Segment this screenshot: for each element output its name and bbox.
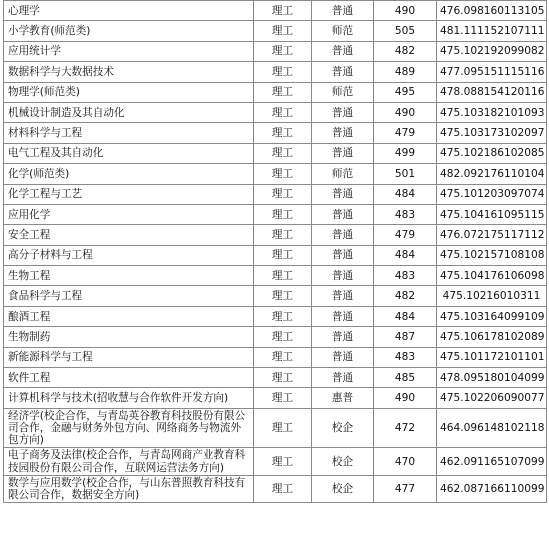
cell-plan: 470 (374, 448, 437, 475)
cell-major: 食品科学与工程 (4, 286, 254, 306)
cell-category: 理工 (254, 448, 312, 475)
cell-category: 理工 (254, 327, 312, 347)
cell-type: 校企 (312, 475, 374, 502)
cell-plan: 495 (374, 82, 437, 102)
table-row (4, 62, 547, 82)
cell-type: 普通 (312, 225, 374, 245)
cell-major: 软件工程 (4, 368, 254, 388)
cell-plan: 490 (374, 388, 437, 408)
cell-major: 电子商务及法律(校企合作，与青岛网商产业教育科技园股份有限公司合作，互联网运营法务方向) (4, 448, 254, 475)
cell-category: 理工 (254, 1, 312, 21)
table-row (4, 102, 547, 122)
cell-type: 普通 (312, 184, 374, 204)
table-row (4, 448, 547, 475)
cell-category: 理工 (254, 245, 312, 265)
cell-major: 材料科学与工程 (4, 123, 254, 143)
table-row (4, 204, 547, 224)
cell-plan: 482 (374, 41, 437, 61)
cell-category: 理工 (254, 306, 312, 326)
cell-score: 462.087166110099 (437, 475, 547, 502)
cell-major: 应用统计学 (4, 41, 254, 61)
cell-type: 普通 (312, 123, 374, 143)
cell-score: 462.091165107099 (437, 448, 547, 475)
cell-plan: 484 (374, 306, 437, 326)
cell-score: 475.102206090077 (437, 388, 547, 408)
cell-category: 理工 (254, 225, 312, 245)
cell-type: 惠普 (312, 388, 374, 408)
table-row (4, 164, 547, 184)
cell-type: 普通 (312, 204, 374, 224)
cell-category: 理工 (254, 475, 312, 502)
table-row (4, 266, 547, 286)
cell-category: 理工 (254, 82, 312, 102)
cell-category: 理工 (254, 62, 312, 82)
cell-type: 普通 (312, 245, 374, 265)
table-row (4, 143, 547, 163)
cell-score: 475.101172101101 (437, 347, 547, 367)
cell-type: 普通 (312, 102, 374, 122)
cell-score: 475.102192099082 (437, 41, 547, 61)
table-row (4, 225, 547, 245)
table-row (4, 327, 547, 347)
cell-score: 478.088154120116 (437, 82, 547, 102)
cell-score: 477.095151115116 (437, 62, 547, 82)
cell-score: 478.095180104099 (437, 368, 547, 388)
cell-category: 理工 (254, 347, 312, 367)
cell-plan: 485 (374, 368, 437, 388)
cell-category: 理工 (254, 408, 312, 448)
cell-major: 计算机科学与技术(招收慧与合作软件开发方向) (4, 388, 254, 408)
cell-score: 475.106178102089 (437, 327, 547, 347)
cell-category: 理工 (254, 164, 312, 184)
table-row (4, 475, 547, 502)
cell-major: 小学教育(师范类) (4, 21, 254, 41)
cell-type: 师范 (312, 21, 374, 41)
table-row (4, 245, 547, 265)
cell-plan: 499 (374, 143, 437, 163)
cell-score: 482.092176110104 (437, 164, 547, 184)
cell-category: 理工 (254, 286, 312, 306)
cell-major: 化学(师范类) (4, 164, 254, 184)
table-row (4, 41, 547, 61)
cell-type: 普通 (312, 62, 374, 82)
cell-score: 475.10216010311 (437, 286, 547, 306)
table-row (4, 286, 547, 306)
cell-major: 高分子材料与工程 (4, 245, 254, 265)
table-row (4, 1, 547, 21)
cell-type: 师范 (312, 164, 374, 184)
cell-major: 机械设计制造及其自动化 (4, 102, 254, 122)
cell-plan: 472 (374, 408, 437, 448)
cell-score: 475.104161095115 (437, 204, 547, 224)
cell-plan: 483 (374, 204, 437, 224)
cell-category: 理工 (254, 21, 312, 41)
cell-category: 理工 (254, 102, 312, 122)
cell-type: 普通 (312, 266, 374, 286)
cell-score: 475.102186102085 (437, 143, 547, 163)
cell-category: 理工 (254, 368, 312, 388)
table-row (4, 184, 547, 204)
cell-major: 电气工程及其自动化 (4, 143, 254, 163)
cell-major: 应用化学 (4, 204, 254, 224)
cell-score: 475.104176106098 (437, 266, 547, 286)
cell-plan: 489 (374, 62, 437, 82)
cell-type: 普通 (312, 1, 374, 21)
cell-major: 化学工程与工艺 (4, 184, 254, 204)
cell-category: 理工 (254, 41, 312, 61)
cell-plan: 490 (374, 102, 437, 122)
cell-major: 数据科学与大数据技术 (4, 62, 254, 82)
table-row (4, 306, 547, 326)
cell-plan: 490 (374, 1, 437, 21)
table-body (4, 1, 547, 503)
cell-plan: 479 (374, 123, 437, 143)
cell-major: 心理学 (4, 1, 254, 21)
cell-type: 师范 (312, 82, 374, 102)
cell-major: 数学与应用数学(校企合作，与山东普照教育科技有限公司合作，数据安全方向) (4, 475, 254, 502)
cell-major: 新能源科学与工程 (4, 347, 254, 367)
cell-major: 安全工程 (4, 225, 254, 245)
cell-plan: 477 (374, 475, 437, 502)
cell-type: 普通 (312, 306, 374, 326)
cell-major: 生物工程 (4, 266, 254, 286)
cell-category: 理工 (254, 123, 312, 143)
cell-score: 475.103173102097 (437, 123, 547, 143)
cell-plan: 479 (374, 225, 437, 245)
cell-plan: 482 (374, 286, 437, 306)
cell-plan: 501 (374, 164, 437, 184)
table-row (4, 123, 547, 143)
table-row (4, 21, 547, 41)
cell-score: 475.102157108108 (437, 245, 547, 265)
cell-major: 物理学(师范类) (4, 82, 254, 102)
cell-type: 普通 (312, 347, 374, 367)
cell-category: 理工 (254, 204, 312, 224)
table-row (4, 368, 547, 388)
cell-major: 生物制药 (4, 327, 254, 347)
cell-plan: 484 (374, 245, 437, 265)
table-row (4, 82, 547, 102)
cell-type: 普通 (312, 286, 374, 306)
cell-score: 476.098160113105 (437, 1, 547, 21)
cell-plan: 487 (374, 327, 437, 347)
cell-category: 理工 (254, 266, 312, 286)
cell-category: 理工 (254, 184, 312, 204)
cell-type: 普通 (312, 368, 374, 388)
cell-score: 476.072175117112 (437, 225, 547, 245)
cell-score: 464.096148102118 (437, 408, 547, 448)
cell-plan: 483 (374, 347, 437, 367)
cell-type: 普通 (312, 327, 374, 347)
cell-plan: 484 (374, 184, 437, 204)
cell-type: 校企 (312, 448, 374, 475)
cell-score: 475.103182101093 (437, 102, 547, 122)
admission-table (3, 0, 547, 503)
table-row (4, 388, 547, 408)
cell-type: 校企 (312, 408, 374, 448)
cell-major: 经济学(校企合作，与青岛英谷教育科技股份有限公司合作，金融与财务外包方向、网络商务与物流外包方向) (4, 408, 254, 448)
cell-major: 酿酒工程 (4, 306, 254, 326)
table-row (4, 347, 547, 367)
cell-category: 理工 (254, 388, 312, 408)
cell-score: 475.101203097074 (437, 184, 547, 204)
cell-type: 普通 (312, 41, 374, 61)
cell-score: 481.111152107111 (437, 21, 547, 41)
cell-category: 理工 (254, 143, 312, 163)
cell-score: 475.103164099109 (437, 306, 547, 326)
cell-plan: 505 (374, 21, 437, 41)
cell-plan: 483 (374, 266, 437, 286)
cell-type: 普通 (312, 143, 374, 163)
table-row (4, 408, 547, 448)
